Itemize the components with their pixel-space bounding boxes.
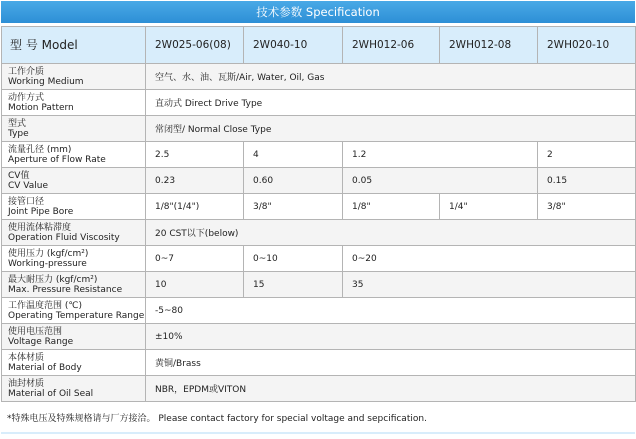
row-label-en: Joint Pipe Bore bbox=[8, 206, 74, 217]
spec-cell: 0~7 bbox=[146, 246, 244, 272]
model-name: 2WH012-06 bbox=[343, 27, 440, 64]
row-label bbox=[2, 168, 146, 194]
model-name: 2W025-06(08) bbox=[146, 27, 244, 64]
row-label-cn: 使用压力 (kgf/cm²) bbox=[8, 248, 89, 259]
row-label-cn: CV值 bbox=[8, 170, 30, 181]
spec-cell: 1/8"(1/4") bbox=[146, 194, 244, 220]
row-label bbox=[2, 298, 146, 324]
row-label-en: Working-pressure bbox=[8, 258, 87, 269]
row-label-en: Motion Pattern bbox=[8, 102, 74, 113]
row-label bbox=[2, 350, 146, 376]
row-label bbox=[2, 194, 146, 220]
spec-cell: 0.05 bbox=[343, 168, 538, 194]
spec-title-bar bbox=[1, 1, 635, 23]
spec-cell: 1/8" bbox=[343, 194, 440, 220]
spec-cell: 0~10 bbox=[244, 246, 343, 272]
spec-cell: 0.60 bbox=[244, 168, 343, 194]
specification-table bbox=[1, 26, 636, 402]
row-label-en: CV Value bbox=[8, 180, 49, 191]
spec-value: 直动式 Direct Drive Type bbox=[146, 90, 636, 116]
model-header-row bbox=[2, 27, 636, 64]
spec-row-aperture bbox=[2, 142, 636, 168]
spec-cell: 0~20 bbox=[343, 246, 636, 272]
row-label-en: Operating Temperature Range bbox=[8, 310, 145, 321]
model-name: 2WH020-10 bbox=[538, 27, 636, 64]
spec-row-max-pressure bbox=[2, 272, 636, 298]
row-label-cn: 本体材质 bbox=[8, 352, 45, 363]
spec-row-working-medium bbox=[2, 64, 636, 90]
spec-value: 空气、水、油、瓦斯/Air, Water, Oil, Gas bbox=[146, 64, 636, 90]
row-label-en: Aperture of Flow Rate bbox=[8, 154, 106, 165]
row-label bbox=[2, 220, 146, 246]
spec-cell: 10 bbox=[146, 272, 244, 298]
row-label-cn: 工作介质 bbox=[8, 66, 45, 77]
spec-cell: 0.23 bbox=[146, 168, 244, 194]
spec-value: 黄铜/Brass bbox=[146, 350, 636, 376]
spec-cell: 4 bbox=[244, 142, 343, 168]
spec-cell: 35 bbox=[343, 272, 636, 298]
model-label: 型 号 Model bbox=[2, 27, 146, 64]
spec-row-pipe-bore bbox=[2, 194, 636, 220]
spec-value: -5~80 bbox=[146, 298, 636, 324]
row-label bbox=[2, 272, 146, 298]
spec-cell: 3/8" bbox=[244, 194, 343, 220]
row-label-cn: 使用流体粘滞度 bbox=[8, 222, 72, 233]
spec-row-type bbox=[2, 116, 636, 142]
row-label bbox=[2, 324, 146, 350]
row-label-en: Type bbox=[8, 128, 29, 139]
model-name: 2W040-10 bbox=[244, 27, 343, 64]
row-label-cn: 动作方式 bbox=[8, 92, 45, 103]
row-label-cn: 工作温度范围 (℃) bbox=[8, 300, 82, 311]
row-label-cn: 油封材质 bbox=[8, 378, 45, 389]
spec-cell: 1/4" bbox=[440, 194, 538, 220]
row-label-cn: 流量孔径 (mm) bbox=[8, 144, 72, 155]
spec-cell: 1.2 bbox=[343, 142, 538, 168]
spec-row-voltage bbox=[2, 324, 636, 350]
row-label-en: Operation Fluid Viscosity bbox=[8, 232, 120, 243]
row-label-en: Voltage Range bbox=[8, 336, 74, 347]
footer-note: *特殊电压及特殊规格请与厂方接洽。 Please contact factory for special voltage and sepcification. bbox=[7, 414, 427, 424]
row-label bbox=[2, 116, 146, 142]
spec-row-body-material bbox=[2, 350, 636, 376]
spec-row-working-pressure bbox=[2, 246, 636, 272]
row-label bbox=[2, 246, 146, 272]
spec-cell: 2.5 bbox=[146, 142, 244, 168]
spec-row-oil-seal bbox=[2, 376, 636, 402]
spec-value: NBR，EPDM或VITON bbox=[146, 376, 636, 402]
spec-row-temperature bbox=[2, 298, 636, 324]
spec-cell: 0.15 bbox=[538, 168, 636, 194]
spec-row-cv-value bbox=[2, 168, 636, 194]
spec-value: ±10% bbox=[146, 324, 636, 350]
row-label-en: Max. Pressure Resistance bbox=[8, 284, 123, 295]
spec-value: 20 CST以下(below) bbox=[146, 220, 636, 246]
row-label bbox=[2, 90, 146, 116]
row-label-cn: 使用电压范围 bbox=[8, 326, 63, 337]
spec-title: 技术参数 Specification bbox=[256, 5, 380, 19]
row-label bbox=[2, 376, 146, 402]
spec-cell: 15 bbox=[244, 272, 343, 298]
spec-value: 常闭型/ Normal Close Type bbox=[146, 116, 636, 142]
row-label-cn: 接管口径 bbox=[8, 196, 45, 207]
bottom-divider bbox=[1, 432, 635, 434]
row-label-en: Material of Oil Seal bbox=[8, 388, 94, 399]
spec-row-motion-pattern bbox=[2, 90, 636, 116]
row-label-cn: 最大耐压力 (kgf/cm²) bbox=[8, 274, 98, 285]
row-label-en: Material of Body bbox=[8, 362, 82, 373]
spec-cell: 3/8" bbox=[538, 194, 636, 220]
row-label-en: Working Medium bbox=[8, 76, 84, 87]
spec-row-viscosity bbox=[2, 220, 636, 246]
spec-cell: 2 bbox=[538, 142, 636, 168]
row-label-cn: 型式 bbox=[8, 118, 27, 129]
row-label bbox=[2, 142, 146, 168]
row-label bbox=[2, 64, 146, 90]
model-name: 2WH012-08 bbox=[440, 27, 538, 64]
